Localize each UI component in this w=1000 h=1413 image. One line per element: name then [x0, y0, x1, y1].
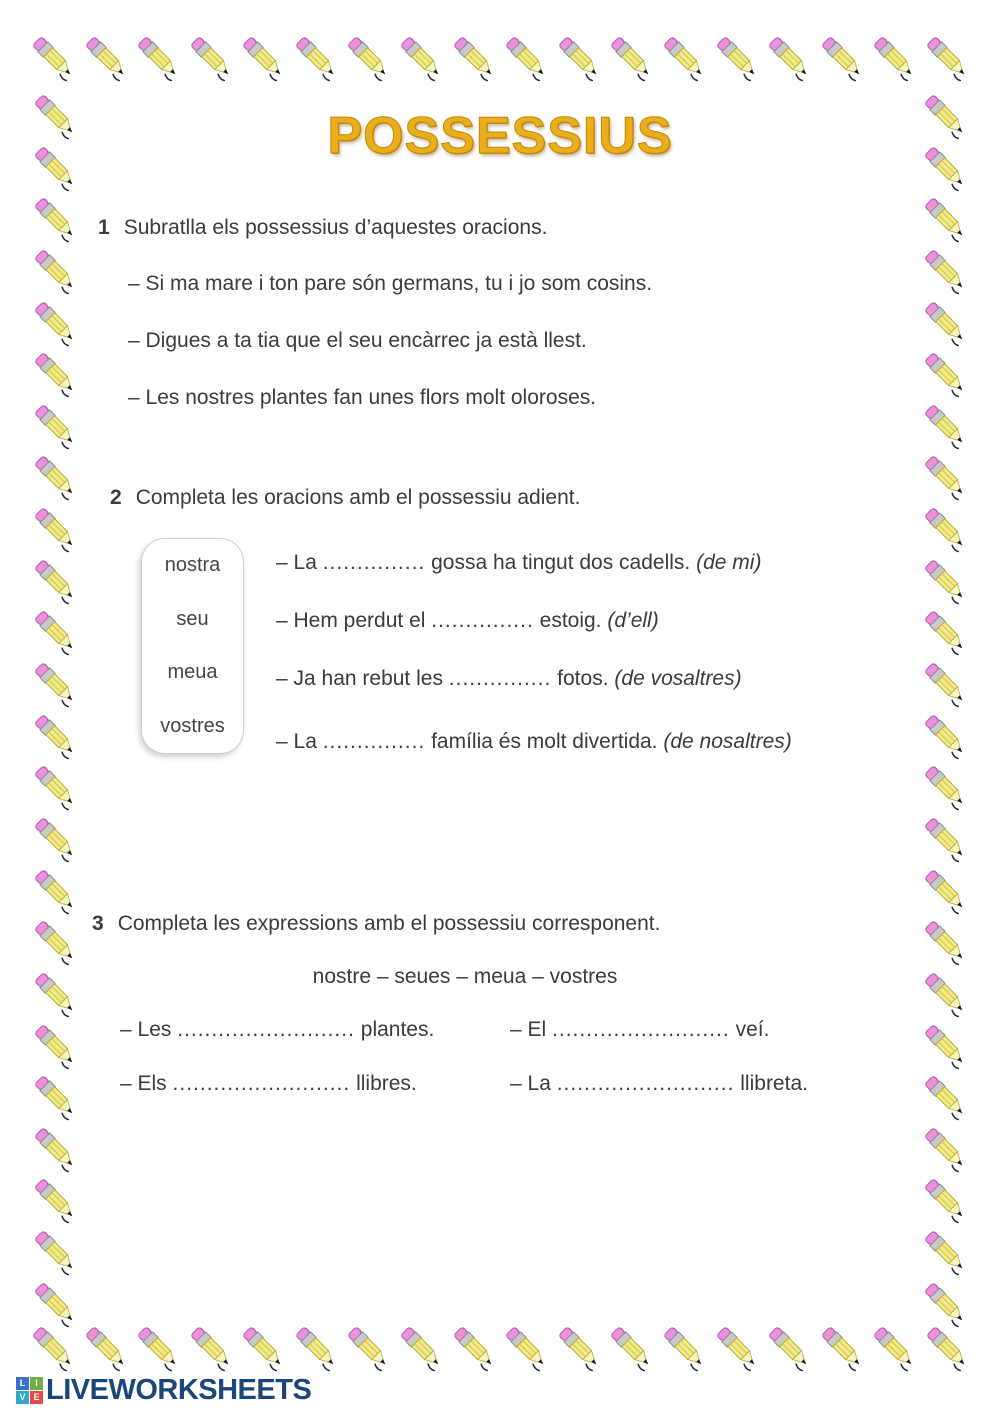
pencil-icon — [28, 1322, 78, 1372]
word-box-item: nostra — [164, 554, 221, 577]
pencil-icon — [30, 297, 80, 347]
exercise3-number: 3 — [92, 912, 104, 935]
pencil-icon — [554, 1322, 604, 1372]
pencil-icon — [869, 32, 919, 82]
answer-blank[interactable]: ............... — [448, 667, 552, 690]
exercise2-item — [276, 551, 761, 575]
pencil-icon — [186, 1322, 236, 1372]
exercise3-heading — [92, 912, 660, 936]
pencil-icon — [920, 710, 970, 760]
pencil-icon — [30, 916, 80, 966]
pencil-icon — [764, 32, 814, 82]
pencil-icon — [449, 1322, 499, 1372]
answer-blank[interactable]: ............... — [322, 551, 426, 574]
answer-blank[interactable]: ............... — [431, 609, 534, 632]
item-text: – La — [276, 551, 317, 574]
pencil-icon — [30, 658, 80, 708]
exercise1-sentence: – Les nostres plantes fan unes flors molt oloroses. — [128, 386, 597, 409]
pencil-icon — [238, 1322, 288, 1372]
word-box-item: meua — [167, 661, 218, 684]
pencil-icon — [30, 1174, 80, 1224]
pencil-icon — [30, 1020, 80, 1070]
pencil-icon — [920, 606, 970, 656]
exercise1-heading — [98, 216, 547, 240]
exercise1-sentence: – Si ma mare i ton pare són germans, tu i jo som cosins. — [128, 272, 653, 295]
item-text: llibreta. — [740, 1072, 808, 1095]
pencil-icon — [343, 32, 393, 82]
item-text: – La — [276, 730, 317, 753]
pencil-icon — [291, 1322, 341, 1372]
pencil-icon — [869, 1322, 919, 1372]
item-text: – Els — [120, 1072, 167, 1095]
pencil-icon — [81, 32, 131, 82]
logo-letter: I — [30, 1377, 43, 1390]
pencil-icon — [30, 1278, 80, 1328]
pencil-icon — [922, 1322, 972, 1372]
pencil-icon — [291, 32, 341, 82]
pencil-icon — [30, 1226, 80, 1276]
pencil-icon — [920, 245, 970, 295]
pencil-icon — [920, 1174, 970, 1224]
item-text: plantes. — [360, 1018, 435, 1041]
exercise2-item — [276, 730, 792, 754]
word-box-item: seu — [176, 607, 209, 630]
pencil-icon — [30, 555, 80, 605]
pencil-icon — [396, 1322, 446, 1372]
item-text: veí. — [735, 1018, 770, 1041]
pencil-icon — [920, 968, 970, 1018]
pencil-icon — [606, 1322, 656, 1372]
pencil-icon — [920, 1226, 970, 1276]
pencil-icon — [606, 32, 656, 82]
pencil-icon — [920, 503, 970, 553]
pencil-icon — [920, 348, 970, 398]
exercise1-number: 1 — [98, 216, 110, 239]
exercise2-heading — [110, 486, 580, 510]
exercise3-word-bank: nostre – seues – meua – vostres — [312, 965, 618, 988]
pencil-icon — [554, 32, 604, 82]
item-text: estoig. — [539, 609, 602, 632]
item-hint: (de nosaltres) — [663, 730, 792, 753]
exercise3-item — [510, 1072, 808, 1096]
liveworksheets-footer — [16, 1374, 311, 1407]
pencil-icon — [920, 813, 970, 863]
word-box-item: vostres — [160, 714, 225, 737]
pencil-icon — [30, 865, 80, 915]
liveworksheets-logo-icon — [16, 1377, 43, 1404]
pencil-icon — [920, 1123, 970, 1173]
pencil-icon — [30, 761, 80, 811]
pencil-icon — [30, 245, 80, 295]
pencil-icon — [920, 916, 970, 966]
pencil-icon — [920, 193, 970, 243]
pencil-icon — [920, 451, 970, 501]
logo-letter: L — [16, 1377, 29, 1390]
pencil-icon — [920, 1020, 970, 1070]
pencil-icon — [238, 32, 288, 82]
pencil-icon — [30, 710, 80, 760]
pencil-icon — [920, 297, 970, 347]
exercise3-instruction: Completa les expressions amb el possessiu corresponent. — [117, 912, 661, 935]
exercise1-sentence: – Digues a ta tia que el seu encàrrec ja està llest. — [128, 329, 587, 352]
pencil-icon — [133, 32, 183, 82]
pencil-icon — [396, 32, 446, 82]
pencil-icon — [817, 1322, 867, 1372]
pencil-icon — [30, 1123, 80, 1173]
item-hint: (d’ell) — [607, 609, 659, 632]
pencil-icon — [30, 606, 80, 656]
item-text: – Hem perdut el — [276, 609, 426, 632]
pencil-icon — [133, 1322, 183, 1372]
pencil-border-left — [30, 90, 80, 1328]
answer-blank[interactable]: ............... — [322, 730, 426, 753]
pencil-icon — [30, 400, 80, 450]
item-hint: (de mi) — [696, 551, 762, 574]
pencil-border-right — [920, 90, 970, 1328]
pencil-icon — [817, 32, 867, 82]
answer-blank[interactable]: .......................... — [552, 1018, 730, 1041]
logo-letter: E — [30, 1391, 43, 1404]
pencil-icon — [920, 400, 970, 450]
pencil-icon — [920, 555, 970, 605]
exercise1-instruction: Subratlla els possessius d’aquestes oracions. — [123, 216, 548, 239]
exercise2-instruction: Completa les oracions amb el possessiu adient. — [135, 486, 581, 509]
pencil-border-top — [28, 32, 972, 82]
pencil-icon — [712, 1322, 762, 1372]
logo-letter: V — [16, 1391, 29, 1404]
pencil-icon — [30, 1071, 80, 1121]
pencil-icon — [30, 451, 80, 501]
exercise2-item — [276, 667, 742, 691]
pencil-icon — [920, 1278, 970, 1328]
exercise3-item — [510, 1018, 769, 1042]
pencil-border-bottom — [28, 1322, 972, 1372]
exercise3-item — [120, 1072, 417, 1096]
answer-blank[interactable]: .......................... — [556, 1072, 735, 1095]
pencil-icon — [922, 32, 972, 82]
pencil-icon — [659, 32, 709, 82]
item-text: llibres. — [356, 1072, 417, 1095]
page-title: POSSESSIUS — [327, 107, 673, 165]
item-text: gossa ha tingut dos cadells. — [431, 551, 691, 574]
answer-blank[interactable]: .......................... — [172, 1072, 351, 1095]
item-text: fotos. — [557, 667, 609, 690]
item-text: – La — [510, 1072, 551, 1095]
pencil-icon — [28, 32, 78, 82]
exercise2-item — [276, 609, 659, 633]
pencil-icon — [30, 193, 80, 243]
item-text: família és molt divertida. — [431, 730, 658, 753]
pencil-icon — [81, 1322, 131, 1372]
pencil-icon — [920, 865, 970, 915]
pencil-icon — [501, 32, 551, 82]
answer-blank[interactable]: .......................... — [177, 1018, 355, 1041]
item-text: – El — [510, 1018, 547, 1041]
pencil-icon — [30, 968, 80, 1018]
pencil-icon — [712, 32, 762, 82]
item-text: – Ja han rebut les — [276, 667, 443, 690]
item-text: – Les — [120, 1018, 172, 1041]
pencil-icon — [449, 32, 499, 82]
pencil-icon — [30, 348, 80, 398]
pencil-icon — [920, 1071, 970, 1121]
pencil-icon — [764, 1322, 814, 1372]
pencil-icon — [343, 1322, 393, 1372]
pencil-icon — [30, 813, 80, 863]
pencil-icon — [920, 761, 970, 811]
pencil-icon — [186, 32, 236, 82]
brand-name: LIVEWORKSHEETS — [46, 1374, 312, 1406]
pencil-icon — [920, 658, 970, 708]
pencil-icon — [30, 503, 80, 553]
exercise2-number: 2 — [110, 486, 122, 509]
pencil-icon — [501, 1322, 551, 1372]
item-hint: (de vosaltres) — [614, 667, 742, 690]
exercise3-item — [120, 1018, 434, 1042]
pencil-icon — [659, 1322, 709, 1372]
exercise2-word-box — [141, 538, 244, 754]
